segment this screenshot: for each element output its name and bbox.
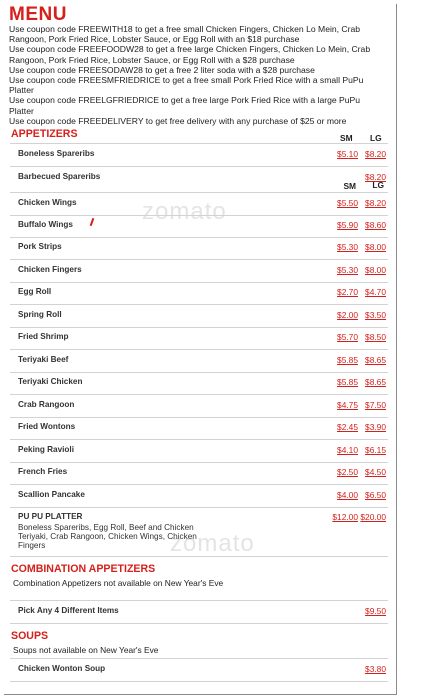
item-name: Teriyaki Chicken: [18, 377, 83, 386]
coupon-line: Rangoon, Pork Fried Rice, Lobster Sauce, or Egg Roll with an $18 purchase: [9, 34, 300, 45]
watermark: zomato: [170, 530, 255, 557]
appetizers-heading: APPETIZERS: [11, 128, 78, 140]
large-price-link[interactable]: $3.90: [365, 422, 386, 432]
item-name: Pork Strips: [18, 242, 62, 251]
item-name: Fried Shrimp: [18, 332, 69, 341]
coupon-line: Use coupon code FREEDELIVERY to get free delivery with any purchase of $25 or more: [9, 115, 347, 126]
item-name: French Fries: [18, 467, 68, 476]
small-price-link[interactable]: $4.00: [337, 490, 358, 500]
item-name: Egg Roll: [18, 287, 52, 296]
small-price-link[interactable]: $2.00: [337, 310, 358, 320]
small-price-link[interactable]: $5.30: [337, 265, 358, 275]
large-price-link[interactable]: $8.65: [365, 377, 386, 387]
large-price-link[interactable]: $6.50: [365, 490, 386, 500]
large-price-link[interactable]: $8.20: [365, 149, 386, 159]
large-price-link[interactable]: $7.50: [365, 400, 386, 410]
small-price-link[interactable]: $5.70: [337, 332, 358, 342]
menu-item: [10, 395, 388, 418]
item-name: Chicken Fingers: [18, 265, 82, 274]
large-price-link[interactable]: $8.50: [365, 332, 386, 342]
item-name: Boneless Spareribs: [18, 149, 95, 158]
item-name: Scallion Pancake: [18, 490, 85, 499]
item-name: Fried Wontons: [18, 422, 76, 431]
large-price-link[interactable]: $3.50: [365, 310, 386, 320]
large-price-link[interactable]: $8.20: [365, 198, 386, 208]
small-price-link[interactable]: $5.85: [337, 355, 358, 365]
small-price-link[interactable]: $5.10: [337, 149, 358, 159]
menu-item: [10, 282, 388, 305]
large-price-link[interactable]: $20.00: [360, 512, 386, 522]
watermark: zomato: [142, 198, 227, 225]
menu-item: [10, 193, 388, 216]
menu-item: [10, 167, 388, 193]
small-price-link[interactable]: $2.70: [337, 287, 358, 297]
coupon-line: Platter: [9, 85, 34, 96]
menu-item: [10, 327, 388, 350]
coupon-line: Use coupon code FREEFOODW28 to get a free large Chicken Fingers, Chicken Lo Mein, Crab: [9, 44, 371, 55]
price-link[interactable]: $3.80: [365, 664, 386, 674]
lg-column-header: LG: [370, 133, 382, 143]
item-description: Boneless Spareribs, Egg Roll, Beef and Chicken Teriyaki, Crab Rangoon, Chicken Wings, Chicken Fingers: [18, 523, 197, 550]
combination-heading: COMBINATION APPETIZERS: [11, 563, 156, 575]
menu-item: [10, 600, 388, 624]
menu-item: [10, 372, 388, 395]
price-link[interactable]: $9.50: [365, 606, 386, 616]
item-name: Chicken Wonton Soup: [18, 664, 106, 673]
item-name: Chicken Wings: [18, 198, 77, 207]
item-name: Buffalo Wings: [18, 220, 73, 229]
menu-item: [10, 260, 388, 283]
small-price-link[interactable]: $12.00: [332, 512, 358, 522]
item-name: Spring Roll: [18, 310, 62, 319]
large-price-link[interactable]: $4.70: [365, 287, 386, 297]
coupon-line: Platter: [9, 105, 34, 116]
coupon-line: Use coupon code FREESMFRIEDRICE to get a free small Pork Fried Rice with a small PuPu: [9, 75, 364, 86]
large-price-link[interactable]: $4.50: [365, 467, 386, 477]
large-price-link[interactable]: $8.00: [365, 265, 386, 275]
soups-note: Soups not available on New Year's Eve: [13, 645, 159, 655]
small-price-link[interactable]: $4.10: [337, 445, 358, 455]
small-price-link[interactable]: $5.90: [337, 220, 358, 230]
spicy-mark-icon: [90, 218, 95, 226]
menu-item: [10, 417, 388, 440]
large-price-link[interactable]: $6.15: [365, 445, 386, 455]
small-price-link[interactable]: $5.50: [337, 198, 358, 208]
item-name: Teriyaki Beef: [18, 355, 69, 364]
coupon-line: Use coupon code FREEWITH18 to get a free small Chicken Fingers, Chicken Lo Mein, Crab: [9, 24, 361, 34]
item-name: PU PU PLATTER: [18, 512, 83, 521]
pupu-platter-item: [10, 507, 388, 557]
menu-item: [10, 305, 388, 328]
coupon-line: Rangoon, Pork Fried Rice, Lobster Sauce, or Egg Roll with a $28 purchase: [9, 54, 295, 65]
menu-item: [10, 485, 388, 508]
lg-column-header: LG: [372, 180, 384, 190]
coupon-list: [9, 24, 389, 126]
coupon-line: Use coupon code FREELGFRIEDRICE to get a free large Pork Fried Rice with a large PuPu: [9, 95, 361, 106]
small-price-link[interactable]: $2.45: [337, 422, 358, 432]
menu-item: [10, 350, 388, 373]
menu-item: [10, 215, 388, 238]
menu-item: [10, 237, 388, 260]
sm-column-header: SM: [340, 133, 353, 143]
sm-column-header: SM: [343, 181, 356, 191]
combination-note: Combination Appetizers not available on New Year's Eve: [13, 578, 224, 588]
item-name: Barbecued Spareribs: [18, 172, 101, 181]
soups-heading: SOUPS: [11, 630, 49, 642]
large-price-link[interactable]: $8.65: [365, 355, 386, 365]
item-name: Crab Rangoon: [18, 400, 75, 409]
large-price-link[interactable]: $8.00: [365, 242, 386, 252]
menu-item: [10, 440, 388, 463]
menu-item: [10, 144, 388, 167]
item-name: Pick Any 4 Different Items: [18, 606, 119, 615]
large-price-link[interactable]: $8.20: [365, 172, 386, 182]
coupon-line: Use coupon code FREESODAW28 to get a free 2 liter soda with a $28 purchase: [9, 64, 315, 75]
large-price-link[interactable]: $8.60: [365, 220, 386, 230]
small-price-link[interactable]: $2.50: [337, 467, 358, 477]
small-price-link[interactable]: $5.85: [337, 377, 358, 387]
small-price-link[interactable]: $4.75: [337, 400, 358, 410]
menu-title: MENU: [9, 4, 67, 25]
item-name: Peking Ravioli: [18, 445, 74, 454]
small-price-link[interactable]: $5.30: [337, 242, 358, 252]
menu-item: [10, 462, 388, 485]
menu-item: [10, 658, 388, 682]
